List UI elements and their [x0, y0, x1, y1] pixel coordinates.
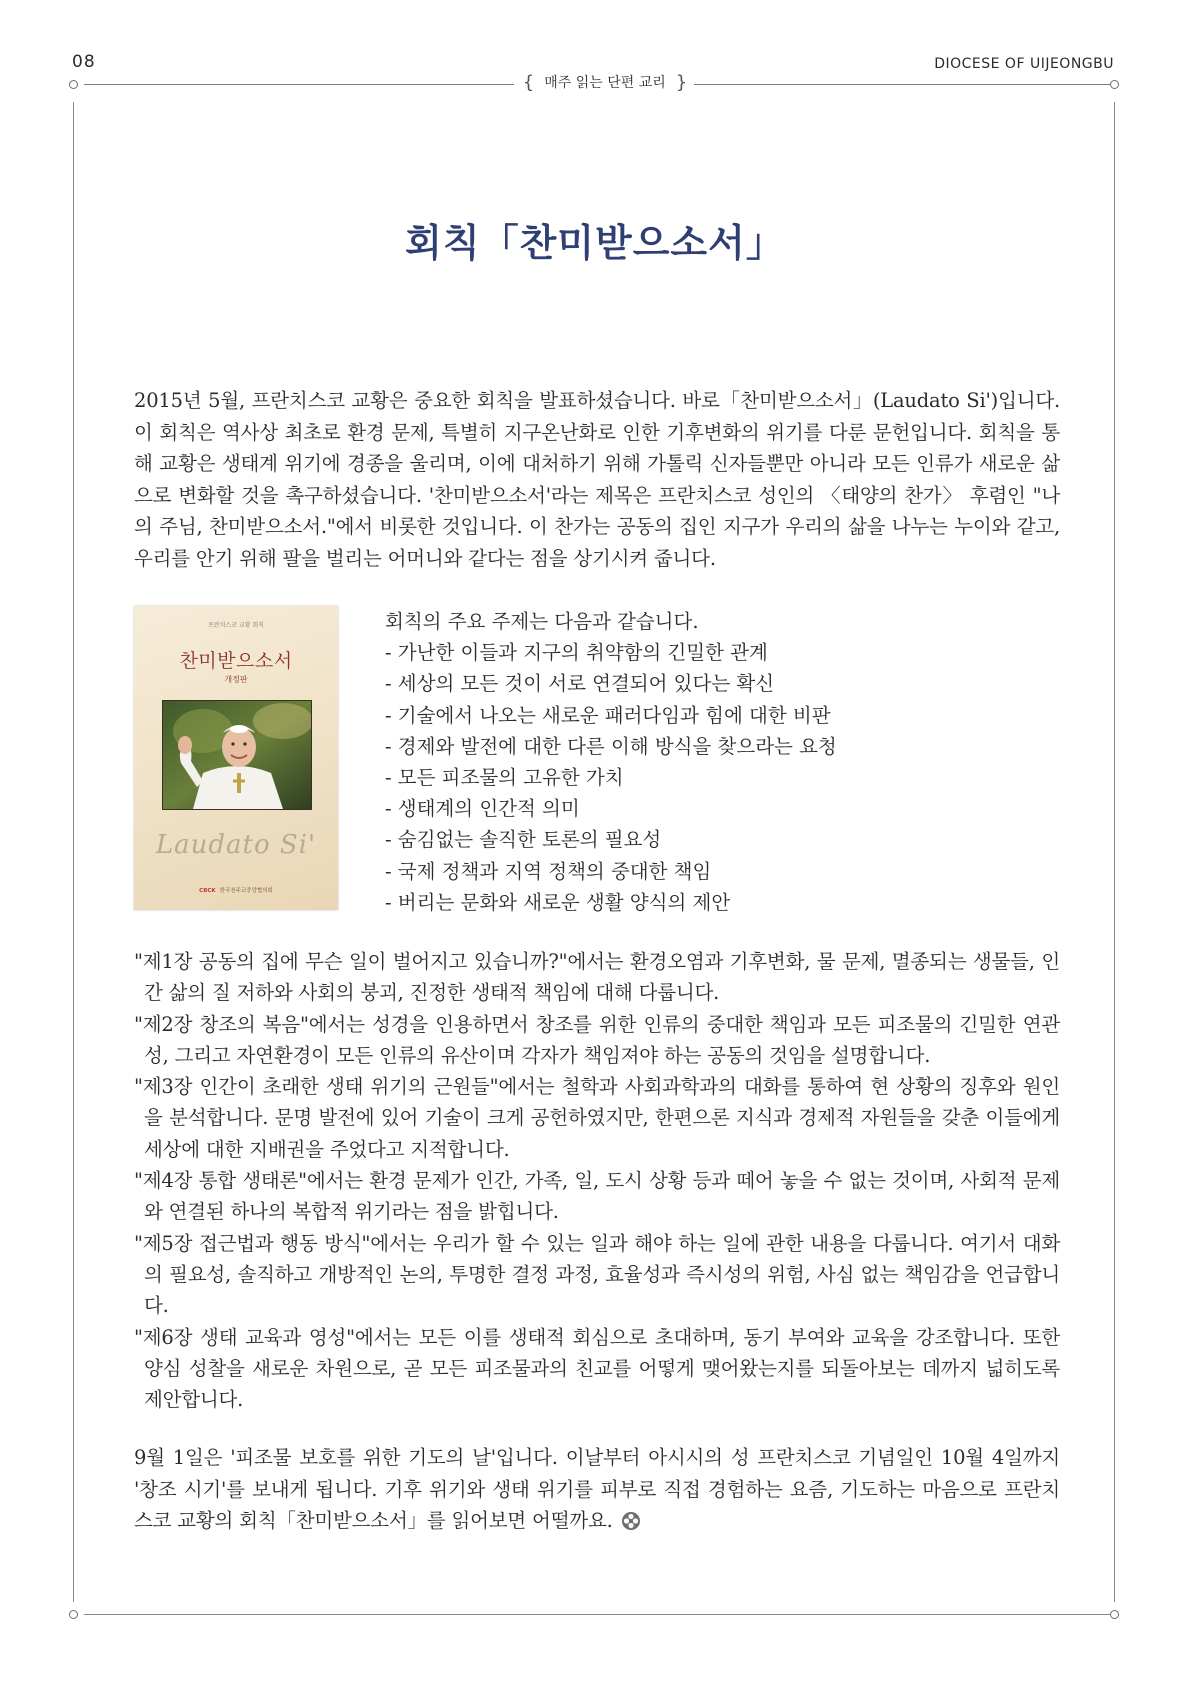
book-cover-edition: 개정판 — [224, 675, 248, 684]
chapter-summary: "제5장 접근법과 행동 방식"에서는 우리가 할 수 있는 일과 해야 하는 일에 관한 내용을 다룹니다. 여기서 대화의 필요성, 솔직하고 개방적인 논의, 투명한 결정 과정, 효율성과 즉시성의 위험, 사심 없는 책임감을 언급합니다. — [134, 1231, 1060, 1318]
article-title: 회칙「찬미받으소서」 — [405, 220, 785, 265]
theme-item: - 국제 정책과 지역 정책의 중대한 책임 — [385, 856, 1045, 887]
theme-item: - 생태계의 인간적 의미 — [385, 793, 1045, 824]
publisher-logo: CBCK — [199, 888, 216, 894]
frame-right-border — [1114, 102, 1115, 1602]
header-rule-left — [84, 84, 514, 85]
themes-intro: 회칙의 주요 주제는 다음과 같습니다. — [385, 610, 699, 633]
organization-name: DIOCESE OF UIJEONGBU — [934, 56, 1114, 72]
book-cover-latin-title: Laudato Si' — [155, 830, 317, 860]
frame-bottom-border — [84, 1614, 1110, 1615]
chapter-summary: "제1장 공동의 집에 무슨 일이 벌어지고 있습니까?"에서는 환경오염과 기후변화, 물 문제, 멸종되는 생물들, 인간 삶의 질 저하와 사회의 붕괴, 진정한 생태적 책임에 대해 다룹니다. — [134, 950, 1060, 1005]
brace-open: { — [522, 72, 535, 93]
chapter-summary: "제2장 창조의 복음"에서는 성경을 인용하면서 창조를 위한 인류의 중대한 책임과 모든 피조물의 긴밀한 연관성, 그리고 자연환경이 모든 인류의 유산이며 각자가 책임져야 하는 공동의 것임을 설명합니다. — [134, 1012, 1060, 1067]
page-number: 08 — [72, 52, 96, 72]
book-cover-top-text: 프란치스코 교황 회칙 — [208, 622, 264, 629]
pope-portrait-illustration — [163, 701, 311, 809]
intro-paragraph: 2015년 5월, 프란치스코 교황은 중요한 회칙을 발표하셨습니다. 바로「찬미받으소서」(Laudato Si')입니다. 이 회칙은 역사상 최초로 환경 문제, 특별히 지구온난화로 인한 기후변화의 위기를 다룬 문헌입니다. 회칙을 통해 교황은 생태계 위기에 경종을 울리며, 이에 대처하기 위해 가톨릭 신자들뿐만 아니라 모든 인류가 새로운 삶으로 변화할 것을 촉구하셨습니다. '찬미받으소서'라는 제목은 프란치스코 성인의 〈태양의 찬가〉 후렴인 "나의 주님, 찬미받으소서."에서 비롯한 것입니다. 이 찬가는 공동의 집인 지구가 우리의 삶을 나누는 누이와 같고, 우리를 안기 위해 팔을 벌리는 어머니와 같다는 점을 상기시켜 줍니다. — [134, 389, 1060, 570]
closing-paragraph — [134, 1442, 1060, 1537]
book-cover-publisher — [134, 886, 338, 894]
series-title — [500, 72, 710, 93]
chapter-summary: "제6장 생태 교육과 영성"에서는 모든 이를 생태적 회심으로 초대하며, 동기 부여와 교육을 강조합니다. 또한 양심 성찰을 새로운 차원으로, 곧 모든 피조물과의 친교를 어떻게 맺어왔는지를 되돌아보는 데까지 넓히도록 제안합니다. — [134, 1325, 1060, 1412]
chapter-summary: "제3장 인간이 초래한 생태 위기의 근원들"에서는 철학과 사회과학과의 대화를 통하여 현 상황의 징후와 원인을 분석합니다. 문명 발전에 있어 기술이 크게 공헌하였지만, 한편으론 지식과 경제적 자원들을 갖춘 이들에게 세상에 대한 지배권을 주었다고 지적합니다. — [134, 1075, 1060, 1161]
theme-item: - 기술에서 나오는 새로운 패러다임과 힘에 대한 비판 — [385, 700, 1045, 731]
theme-item: - 세상의 모든 것이 서로 연결되어 있다는 확신 — [385, 668, 1045, 699]
frame-left-border — [73, 102, 74, 1602]
frame-corner-top-right — [1110, 80, 1119, 89]
header-rule-right — [694, 84, 1110, 85]
themes-section — [385, 606, 1045, 918]
frame-corner-bottom-right — [1110, 1610, 1119, 1619]
closing-text: 9월 1일은 '피조물 보호를 위한 기도의 날'입니다. 이날부터 아시시의 성 프란치스코 기념일인 10월 4일까지 '창조 시기'를 보내게 됩니다. 기후 위기와 생태 위기를 피부로 직접 경험하는 요즘, 기도하는 마음으로 프란치스코 교황의 회칙「찬미받으소서」를 읽어보면 어떨까요. — [134, 1446, 1060, 1532]
frame-corner-bottom-left — [69, 1610, 78, 1619]
frame-corner-top-left — [69, 80, 78, 89]
theme-item: - 가난한 이들과 지구의 취약함의 긴밀한 관계 — [385, 637, 1045, 668]
theme-item: - 숨김없는 솔직한 토론의 필요성 — [385, 824, 1045, 855]
theme-item: - 경제와 발전에 대한 다른 이해 방식을 찾으라는 요청 — [385, 731, 1045, 762]
publisher-name: 한국천주교중앙협의회 — [219, 888, 273, 894]
chapter-summaries — [134, 946, 1060, 1415]
pope-photo — [162, 700, 312, 810]
series-label: 매주 읽는 단편 교리 — [544, 75, 666, 91]
chapter-summary: "제4장 통합 생태론"에서는 환경 문제가 인간, 가족, 일, 도시 상황 등과 떼어 놓을 수 없는 것이며, 사회적 문제와 연결된 하나의 복합적 위기라는 점을 밝힙니다. — [134, 1169, 1060, 1224]
book-cover-image — [134, 606, 338, 910]
theme-item: - 모든 피조물의 고유한 가치 — [385, 762, 1045, 793]
brace-close: } — [675, 72, 688, 93]
themes-list — [385, 637, 1045, 918]
flower-ornament-icon — [621, 1509, 641, 1529]
theme-item: - 버리는 문화와 새로운 생활 양식의 제안 — [385, 887, 1045, 918]
book-cover-title: 찬미받으소서 — [179, 650, 293, 672]
